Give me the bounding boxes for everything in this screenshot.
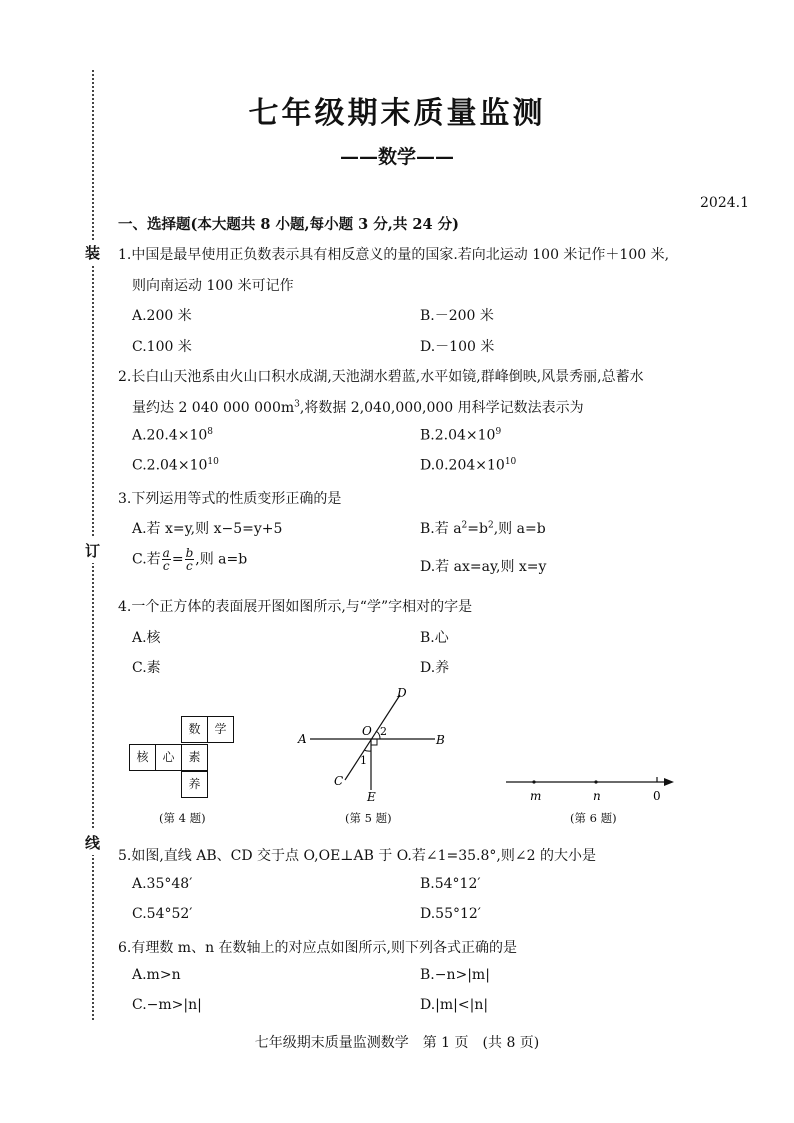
section-title: 一、选择题(本大题共 8 小题,每小题 3 分,共 24 分) xyxy=(118,216,459,233)
q6-stem: 6.有理数 m、n 在数轴上的对应点如图所示,则下列各式正确的是 xyxy=(118,940,517,956)
point-n xyxy=(594,780,597,783)
q1-option-c: C.100 米 xyxy=(132,339,192,355)
binding-char-zhuang: 装 xyxy=(85,240,100,265)
q5-option-d: D.55°12′ xyxy=(420,906,481,922)
right-angle-mark xyxy=(371,739,377,745)
q2-option-d: $D.0.204\times 10^{10}$ xyxy=(420,457,517,474)
point-m xyxy=(532,780,535,783)
label-m: m xyxy=(530,789,542,803)
q3-stem: 3.下列运用等式的性质变形正确的是 xyxy=(118,491,342,507)
label-zero: 0 xyxy=(653,789,661,803)
label-c: C xyxy=(334,774,344,788)
page-footer: 七年级期末质量监测数学 第 1 页 (共 8 页) xyxy=(254,1035,540,1051)
q1-option-b: B.－200 米 xyxy=(420,308,494,324)
q4-option-d: D.养 xyxy=(420,660,450,676)
q2-stem-line2: 量约达 2 040 000 $000m^3$,将数据 2,040,000,000 用科学记数法表示为 xyxy=(132,399,584,416)
q2-stem-line1: 2.长白山天池系由火山口积水成湖,天池湖水碧蓝,水平如镜,群峰倒映,风景秀丽,总蓄水 xyxy=(118,369,644,385)
caption-fig6: (第 6 题) xyxy=(570,811,617,825)
page-subtitle: ——数学—— xyxy=(339,146,454,168)
page-title: 七年级期末质量监测 xyxy=(248,96,546,131)
q4-option-b: B.心 xyxy=(420,630,449,646)
number-line-arrow xyxy=(664,778,674,786)
net-cell-he: 核 xyxy=(129,744,156,771)
q1-stem-line2: 则向南运动 100 米可记作 xyxy=(132,278,294,294)
net-cell-xue: 学 xyxy=(207,716,234,743)
net-cell-yang: 养 xyxy=(181,771,208,798)
q2-option-b: $B.2.04\times 10^9$ xyxy=(420,427,502,444)
figure-5-diagram xyxy=(290,685,460,805)
q4-option-a: A.核 xyxy=(132,630,161,646)
net-cell-shu: 数 xyxy=(181,716,208,743)
q5-option-b: B.54°12′ xyxy=(420,876,481,892)
binding-char-ding: 订 xyxy=(85,538,100,563)
q6-option-a: A.m>n xyxy=(132,967,181,983)
fraction-a-over-c: $\frac{a}{c}$ xyxy=(162,546,170,573)
q2-option-a: $A.20.4\times 10^8$ xyxy=(132,427,214,444)
net-cell-su: 素 xyxy=(181,744,208,771)
q6-option-b: B.−n>|m| xyxy=(420,967,490,983)
label-e: E xyxy=(367,790,376,804)
q5-stem: 5.如图,直线 AB、CD 交于点 O,OE⊥AB 于 O.若∠1=35.8°,则∠2 的大小是 xyxy=(118,848,596,864)
label-a: A xyxy=(298,732,307,746)
exam-date: 2024.1 xyxy=(700,195,749,211)
q5-option-c: C.54°52′ xyxy=(132,906,193,922)
q6-option-d: D.|m|<|n| xyxy=(420,997,489,1013)
figure-6-number-line xyxy=(500,770,680,806)
q6-option-c: C.−m>|n| xyxy=(132,997,202,1013)
fraction-b-over-c: $\frac{b}{c}$ xyxy=(185,546,194,573)
label-b: B xyxy=(436,733,445,747)
binding-char-xian: 线 xyxy=(85,830,100,855)
caption-fig4: (第 4 题) xyxy=(159,811,206,825)
net-cell-xin: 心 xyxy=(155,744,182,771)
q4-stem: 4.一个正方体的表面展开图如图所示,与“学”字相对的字是 xyxy=(118,599,473,615)
label-d: D xyxy=(397,686,407,700)
label-angle-1: 1 xyxy=(360,754,367,767)
q3-option-c: C.若 $\frac{a}{c}$ = $\frac{b}{c}$ ,则 a=b xyxy=(132,546,248,573)
label-angle-2: 2 xyxy=(380,725,387,738)
q1-stem-line1: 1.中国是最早使用正负数表示具有相反意义的量的国家.若向北运动 100 米记作＋100 米, xyxy=(118,247,670,263)
q3-option-d: D.若 ax=ay,则 x=y xyxy=(420,559,547,575)
q5-option-a: A.35°48′ xyxy=(132,876,193,892)
q3-option-b: B.若 $a^2=b^2$,则 a=b xyxy=(420,520,546,537)
q2-option-c: $C.2.04\times 10^{10}$ xyxy=(132,457,219,474)
line-cd xyxy=(345,695,400,780)
angle-1-arc xyxy=(364,750,371,751)
caption-fig5: (第 5 题) xyxy=(345,811,392,825)
q1-option-d: D.－100 米 xyxy=(420,339,495,355)
label-n: n xyxy=(593,789,601,803)
label-o: O xyxy=(362,724,372,738)
q4-option-c: C.素 xyxy=(132,660,161,676)
q1-option-a: A.200 米 xyxy=(132,308,192,324)
q3-option-a: A.若 x=y,则 x−5=y+5 xyxy=(132,521,283,537)
